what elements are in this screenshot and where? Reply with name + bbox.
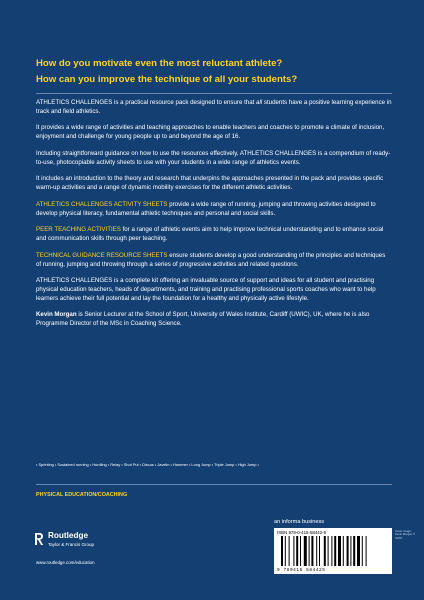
publisher-name: Routledge <box>48 531 89 540</box>
isbn-barcode-panel <box>274 528 392 574</box>
paragraph-activities: It provides a wide range of activities and teaching approaches to enable teachers and coaches to promote a climate of inclusion, enjoyment and challenge for young people up to and beyond the age of 16. <box>36 124 385 141</box>
cover-image-credit: Cover image: Kevin Morgan © UWIC <box>395 529 416 540</box>
activity-sheets-heading: ATHLETICS CHALLENGES ACTIVITY SHEETS <box>36 200 168 208</box>
peer-teaching-text: for a range of athletic events aim to help improve technical understanding and to enhance social and communication skills through peer teaching. <box>36 226 384 243</box>
author-bio-text: is Senior Lecturer at the School of Sport, University of Wales Institute, Cardiff (UWIC), UK, where he is also Programme Director of the MSc in Coaching Science. <box>36 311 370 328</box>
paragraph-author-bio <box>36 311 392 328</box>
paragraph-intro-emphasis: all <box>256 99 263 106</box>
headline-question-technique: How can you improve the technique of all your students? <box>36 74 298 85</box>
paragraph-intro-end: students have a positive learning experience in track and field athletics. <box>36 99 392 115</box>
activity-sheets-text: provide a wide range of running, jumping and throwing activities designed to develop physical literacy, fundamental athletic techniques and personal and social skills. <box>36 200 376 217</box>
paragraph-activity-sheets <box>36 201 392 218</box>
peer-teaching-heading: PEER TEACHING ACTIVITIES <box>36 226 121 234</box>
paragraph-intro-start: ATHLETICS CHALLENGES is a practical resource pack designed to ensure that <box>36 99 257 106</box>
paragraph-technical-guidance <box>36 252 392 269</box>
informa-tagline: an informa business <box>274 519 325 525</box>
technical-guidance-text: ensure students develop a good understanding of the principles and techniques of running, jumping and throwing through a series of progressive activities and related questions. <box>36 251 386 268</box>
technical-guidance-heading: TECHNICAL GUIDANCE RESOURCE SHEETS <box>36 251 168 259</box>
paragraph-guidance: Including straightforward guidance on how to use the resources effectively, ATHLETICS CHALLENGES is a compendium of ready-to-use, photocopiable activity sheets to use with your students in a wide range of athletics events. <box>36 149 391 166</box>
headline-question-motivation: How do you motivate even the most reluctant athlete? <box>36 58 283 69</box>
paragraph-theory: It includes an introduction to the theory and research that underpins the approaches presented in the pack and provides specific warm-up activities and a range of dynamic mobility exercises for the different athletic activities. <box>36 175 384 192</box>
paragraph-peer-teaching <box>36 226 392 243</box>
bottom-divider <box>36 484 392 485</box>
top-divider <box>36 93 392 94</box>
paragraph-complete-kit: ATHLETICS CHALLENGES is a complete kit offering an invaluable source of support and ideas for all student and practising physical education teachers, heads of departments, and training and practising professional sports coaches who want to help learners achieve their full potential and lay the foundation for a healthy and physically active lifestyle. <box>36 277 376 302</box>
barcode-digits: 9 780415 584425 <box>277 568 326 573</box>
publisher-group: Taylor & Francis Group <box>48 542 95 547</box>
publisher-url[interactable]: www.routledge.com/education <box>36 560 95 565</box>
description-text <box>36 99 392 337</box>
paragraph-intro <box>36 99 392 116</box>
routledge-r-logo-icon <box>34 532 44 546</box>
events-list: • Sprinting • Sustained running • Hurdling • Relay • Shot Put • Discus • Javelin • Hammer • Long Jump • Triple Jump • High Jump • <box>36 462 259 467</box>
barcode-icon <box>277 536 389 568</box>
isbn-number: ISBN 978-0-415-58442-5 <box>277 530 327 535</box>
author-name: Kevin Morgan <box>36 311 77 319</box>
subject-category: PHYSICAL EDUCATION/COACHING <box>36 492 128 498</box>
